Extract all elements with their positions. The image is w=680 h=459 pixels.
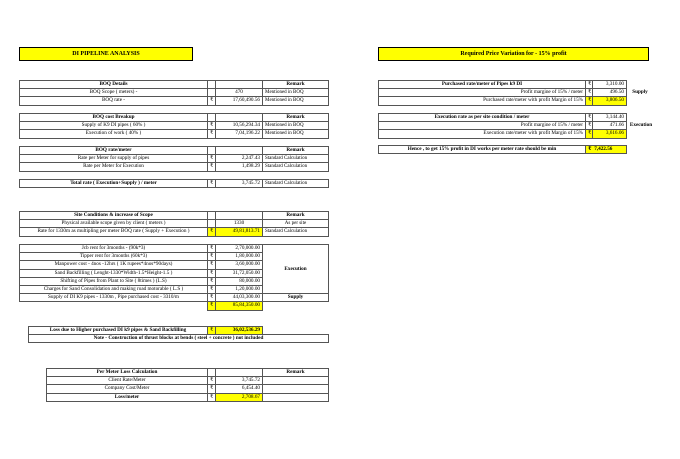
table-row: Supply of K9 DI pipes ( 60% ) ₹ 10,56,294.34 Mentioned in BOQ bbox=[20, 122, 329, 130]
remark-header: Remark bbox=[263, 81, 329, 89]
boq-details-title: BOQ Details bbox=[20, 81, 208, 89]
boq-breakup-table bbox=[19, 113, 329, 139]
table-row: Execution rate/meter with profit Margin of 15% ₹ 3,616.06 bbox=[379, 130, 627, 138]
table-row: Rate for 1330m as multipling per meter BOQ rate ( Supply + Execution ) ₹ 49,81,813.71 Standard Calculation bbox=[20, 228, 329, 236]
conclusion-value: 7,422.56 bbox=[594, 146, 613, 153]
conclusion-label: Hence , to get 15% profit in DI works per meter rate should be min bbox=[379, 146, 586, 154]
loss-per-meter-value: 2,708.67 bbox=[216, 393, 263, 401]
table-row: BOQ Scope ( meters) - 470 Mentioned in BOQ bbox=[20, 89, 329, 97]
loss-value: 36,02,536.29 bbox=[216, 327, 263, 335]
table-row: Hence , to get 15% profit in DI works per meter rate should be min ₹ 7,422.56 bbox=[379, 146, 627, 154]
table-row: Total rate ( Execution+Supply ) / meter ₹ 3,745.72 Standard Calculation bbox=[20, 180, 329, 188]
table-row: Execution of work ( 40% ) ₹ 7,04,196.22 Mentioned in BOQ bbox=[20, 130, 329, 138]
costs-total-row: ₹ 85,84,350.00 bbox=[20, 302, 329, 310]
table-row: Physical available scope given by client ( meters ) 1330 As per site bbox=[20, 220, 329, 228]
purchased-rate-title: Purchased rate/meter of Pipes k9 DI bbox=[379, 81, 586, 89]
table-row: Rate per Meter for Execution ₹ 1,498.29 Standard Calculation bbox=[20, 163, 329, 171]
total-rate-table bbox=[19, 179, 329, 188]
left-header: DI PIPELINE ANALYSIS bbox=[19, 47, 193, 61]
table-row: Manpower cost - 4nos -12hrs ( 1K rupees*4nos*90days) ₹ 3,60,000.00 bbox=[20, 261, 329, 269]
boq-breakup-title: BOQ cost Breakup bbox=[20, 114, 208, 122]
table-row: Profit margine of 15% / meter ₹ 471.66 bbox=[379, 122, 627, 130]
execution-group-label: Execution bbox=[263, 245, 329, 294]
per-meter-loss-table bbox=[46, 368, 329, 402]
purchased-rate-table: Purchased rate/meter of Pipes k9 DI ₹ 3,310.00 Profit margine of 15% / meter ₹ 496.50 Purchased rate/meter with profit Margin of 15% ₹ 3,806.50 bbox=[378, 80, 627, 106]
remark-header: Remark bbox=[263, 147, 329, 155]
execution-rate-title: Execution rate as per site condition / meter bbox=[379, 114, 586, 122]
execution-side-label: Execution bbox=[629, 122, 653, 128]
note-text: Note - Construction of thrust blocks at bends ( steel + concrete ) not included bbox=[29, 335, 329, 343]
table-row: Purchased rate/meter with profit Margin of 15% ₹ 3,806.50 bbox=[379, 97, 627, 105]
remark-header: Remark bbox=[263, 114, 329, 122]
table-row: Charges for Sand Consolidation and making road motorable ( L.S ) ₹ 1,20,000.00 bbox=[20, 285, 329, 293]
table-row: Rate per Meter for supply of pipes ₹ 2,247.43 Standard Calculation bbox=[20, 155, 329, 163]
remark-header: Remark bbox=[263, 212, 329, 220]
table-row: Company Cost/Meter ₹ 6,454.40 bbox=[47, 385, 329, 393]
loss-table bbox=[28, 326, 329, 343]
per-meter-loss-title: Per Meter Loss Calculation bbox=[47, 369, 208, 377]
table-row: Client Rate/Meter ₹ 3,745.72 bbox=[47, 377, 329, 385]
table-row: Shifting of Pipes from Plant to Site ( 8times ) (L.S) ₹ 80,000.00 bbox=[20, 277, 329, 285]
supply-group-label: Supply bbox=[263, 294, 329, 302]
boq-details-table bbox=[19, 80, 329, 106]
supply-side-label: Supply bbox=[632, 89, 648, 95]
boq-rate-table bbox=[19, 146, 329, 172]
table-row: Tipper rent for 3months (60k*3) ₹ 1,80,000.00 bbox=[20, 253, 329, 261]
table-row: Loss/meter ₹ 2,708.67 bbox=[47, 393, 329, 401]
costs-table bbox=[19, 244, 329, 311]
boq-rate-title: BOQ rate/meter bbox=[20, 147, 208, 155]
table-row: Jcb rent for 3months - (90k*3) ₹ 2,70,000.00 Execution bbox=[20, 245, 329, 253]
table-row: Profit margine of 15% / meter ₹ 496.50 bbox=[379, 89, 627, 97]
table-row: Supply of DI K9 pipes - 1330m , Pipe purchased cost - 3310/m ₹ 44,03,300.00 Supply bbox=[20, 294, 329, 302]
table-row: Sand Backfilling ( Lenght-1330*Width-1.5*Height-1.5 ) ₹ 31,72,050.00 bbox=[20, 269, 329, 277]
right-header: Required Price Variation for - 15% profit bbox=[378, 47, 649, 61]
conclusion-table bbox=[378, 145, 627, 154]
table-row: BOQ rate - ₹ 17,60,490.56 Mentioned in BOQ bbox=[20, 97, 329, 105]
site-conditions-title: Site Conditions & increase of Scope bbox=[20, 212, 208, 220]
costs-total: 85,84,350.00 bbox=[216, 302, 263, 310]
execution-rate-table: Execution rate as per site condition / meter ₹ 3,144.40 Profit margine of 15% / meter ₹ 471.66 Execution rate/meter with profit Margin of 15% ₹ 3,616.06 bbox=[378, 113, 627, 139]
note-row bbox=[29, 335, 329, 343]
table-row: Loss due to Higher purchased DI k9 pipes & Sand Backfilling ₹ 36,02,536.29 bbox=[29, 327, 329, 335]
remark-header: Remark bbox=[263, 369, 329, 377]
site-conditions-table bbox=[19, 211, 329, 237]
